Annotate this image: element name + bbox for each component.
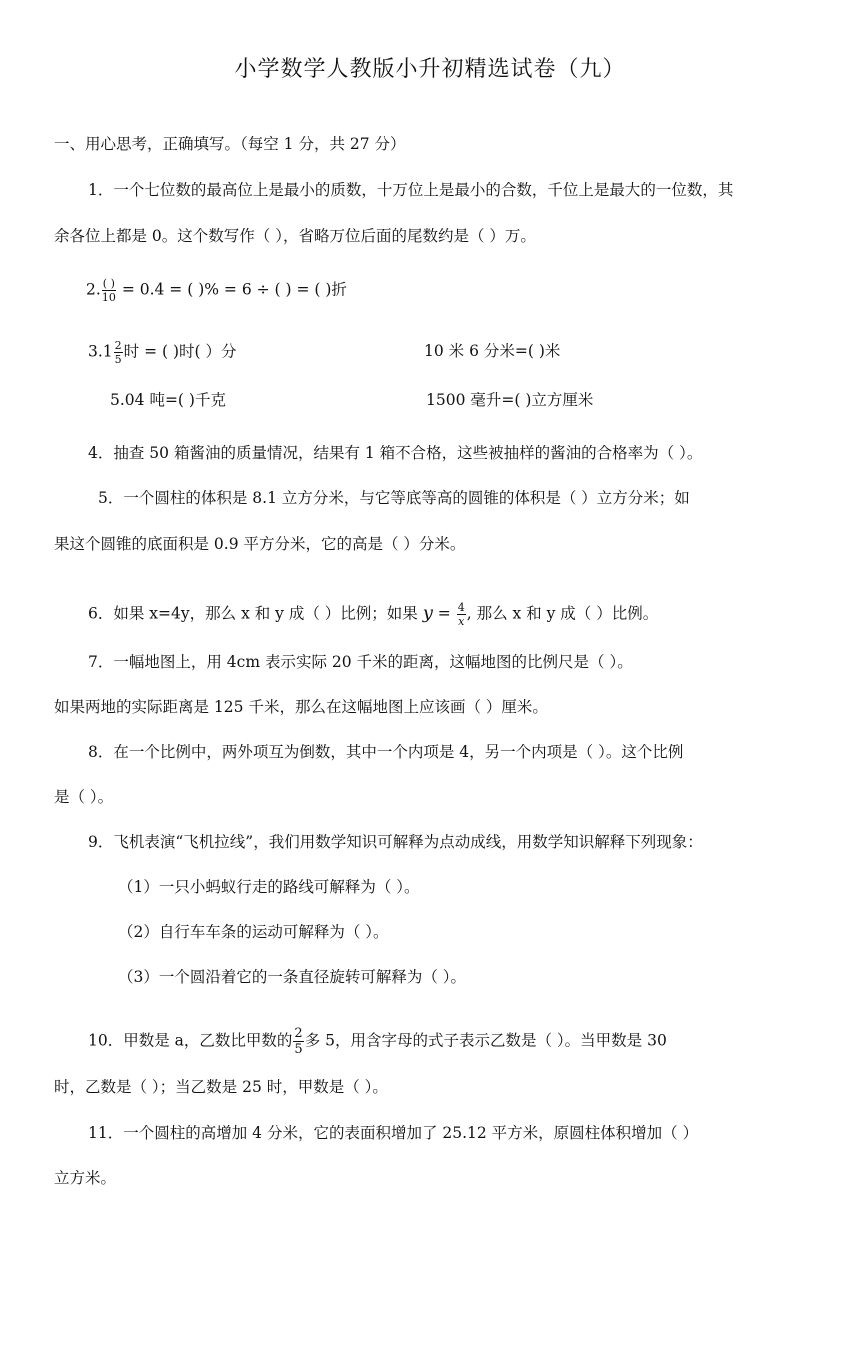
question-5-line-1: 5．一个圆柱的体积是 8.1 立方分米，与它等底等高的圆锥的体积是（ ）立方分米；如 — [98, 489, 690, 507]
question-8-line-1: 8．在一个比例中，两外项互为倒数，其中一个内项是 4，另一个内项是（ ）。这个比例 — [88, 743, 684, 761]
question-3-part-2: 10 米 6 分米=( )米 — [424, 342, 561, 360]
question-11-line-1: 11．一个圆柱的高增加 4 分米，它的表面积增加了 25.12 平方米，原圆柱体积增加（ ） — [88, 1124, 699, 1142]
question-4: 4．抽查 50 箱酱油的质量情况，结果有 1 箱不合格，这些被抽样的酱油的合格率为（ ）。 — [88, 444, 703, 462]
question-2-number: 2. — [86, 280, 101, 299]
question-3-mixed-fraction — [114, 340, 123, 365]
question-6-variable-y: y — [422, 602, 433, 624]
question-6-text-1: 6．如果 x=4y，那么 x 和 y 成（ ）比例；如果 — [88, 604, 423, 623]
question-2 — [86, 278, 347, 303]
question-2-equation: = 0.4 = ( )% = 6 ÷ ( ) = ( )折 — [116, 280, 347, 299]
question-10-fraction-numerator: 2 — [294, 1026, 303, 1041]
question-3-time: 时 = ( )时( ）分 — [123, 342, 237, 361]
question-10-text-2: 多 5，用含字母的式子表示乙数是（ ）。当甲数是 30 — [304, 1031, 667, 1050]
question-1-line-2: 余各位上都是 0。这个数写作（ ），省略万位后面的尾数约是（ ）万。 — [54, 227, 536, 245]
question-6-fraction — [457, 602, 466, 627]
question-6-equals: = — [432, 604, 456, 623]
question-10-line-2: 时，乙数是（ ）；当乙数是 25 时，甲数是（ ）。 — [54, 1078, 388, 1096]
question-3-mixed-numerator: 2 — [114, 339, 122, 352]
question-9-sub-3: （3）一个圆沿着它的一条直径旋转可解释为（ ）。 — [118, 968, 467, 986]
question-9-line-1: 9．飞机表演“飞机拉线”，我们用数学知识可解释为点动成线，用数学知识解释下列现象： — [88, 833, 703, 851]
question-7-line-1: 7．一幅地图上，用 4cm 表示实际 20 千米的距离，这幅地图的比例尺是（ ）。 — [88, 653, 633, 671]
question-3-part-4: 1500 毫升=( )立方厘米 — [426, 391, 594, 409]
section-heading: 一、用心思考，正确填写。（每空 1 分，共 27 分） — [54, 135, 406, 153]
question-1-line-1: 1．一个七位数的最高位上是最小的质数，十万位上是最小的合数，千位上是最大的一位数，其 — [88, 181, 734, 199]
question-3-part-1 — [88, 340, 237, 365]
question-2-fraction-numerator: ( ) — [102, 277, 115, 290]
question-3-part-3: 5.04 吨=( )千克 — [110, 391, 226, 409]
question-2-fraction-denominator: 10 — [101, 291, 116, 304]
question-6-fraction-numerator: 4 — [457, 601, 465, 614]
question-7-line-2: 如果两地的实际距离是 125 千米，那么在这幅地图上应该画（ ）厘米。 — [54, 698, 548, 716]
question-6 — [88, 602, 658, 627]
question-3-mixed-whole: 1 — [102, 342, 113, 361]
question-11-line-2: 立方米。 — [54, 1169, 117, 1187]
question-2-fraction — [102, 278, 116, 303]
question-6-fraction-denominator: x — [458, 615, 465, 628]
question-6-text-2: , 那么 x 和 y 成（ ）比例。 — [466, 604, 659, 623]
question-3-mixed-denominator: 5 — [114, 353, 122, 366]
question-9-sub-1: （1）一只小蚂蚁行走的路线可解释为（ ）。 — [118, 878, 420, 896]
question-3-number: 3. — [88, 342, 103, 361]
question-8-line-2: 是（ ）。 — [54, 788, 114, 806]
question-5-line-2: 果这个圆锥的底面积是 0.9 平方分米，它的高是（ ）分米。 — [54, 535, 466, 553]
question-10-text-1: 10．甲数是 a，乙数比甲数的 — [88, 1031, 293, 1050]
question-9-sub-2: （2）自行车车条的运动可解释为（ ）。 — [118, 923, 389, 941]
question-10-fraction-denominator: 5 — [294, 1042, 303, 1057]
question-10-line-1 — [88, 1027, 667, 1056]
page-title: 小学数学人教版小升初精选试卷（九） — [234, 57, 626, 82]
question-10-fraction — [293, 1027, 303, 1056]
